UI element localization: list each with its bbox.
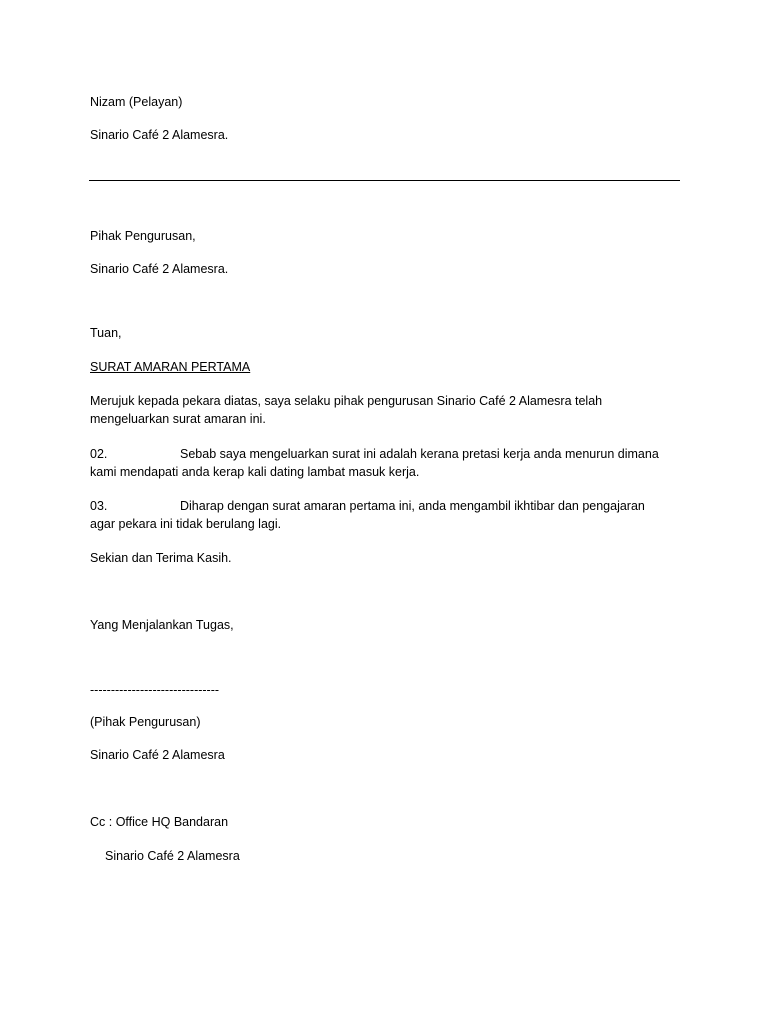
paragraph-3: [90, 497, 670, 533]
signature-line: -------------------------------: [90, 683, 220, 697]
paragraph-2-number: 02.: [90, 447, 108, 461]
recipient-company: Sinario Café 2 Alamesra.: [90, 262, 229, 276]
paragraph-3-number: 03.: [90, 499, 108, 513]
sender-company: Sinario Café 2 Alamesra.: [90, 128, 229, 142]
signatory-title: (Pihak Pengurusan): [90, 715, 201, 729]
signatory-company: Sinario Café 2 Alamesra: [90, 748, 225, 762]
paragraph-2-text: Sebab saya mengeluarkan surat ini adalah kerana pretasi kerja anda menurun dimana kami mendapati anda kerap kali dating lambat masuk kerja.: [90, 447, 659, 479]
sign-off: Yang Menjalankan Tugas,: [90, 618, 234, 632]
letter-subject: SURAT AMARAN PERTAMA: [90, 360, 251, 374]
header-divider: [89, 180, 680, 181]
cc-label: Cc : Office HQ Bandaran: [90, 815, 229, 829]
salutation: Tuan,: [90, 326, 122, 340]
paragraph-1: Merujuk kepada pekara diatas, saya selaku pihak pengurusan Sinario Café 2 Alamesra telah mengeluarkan surat amaran ini.: [90, 394, 603, 426]
sender-name: Nizam (Pelayan): [90, 95, 183, 109]
cc-company: Sinario Café 2 Alamesra: [105, 849, 240, 863]
paragraph-2: [90, 445, 670, 481]
closing: Sekian dan Terima Kasih.: [90, 551, 232, 565]
paragraph-3-text: Diharap dengan surat amaran pertama ini, anda mengambil ikhtibar dan pengajaran agar pekara ini tidak berulang lagi.: [90, 499, 645, 531]
recipient-name: Pihak Pengurusan,: [90, 229, 196, 243]
